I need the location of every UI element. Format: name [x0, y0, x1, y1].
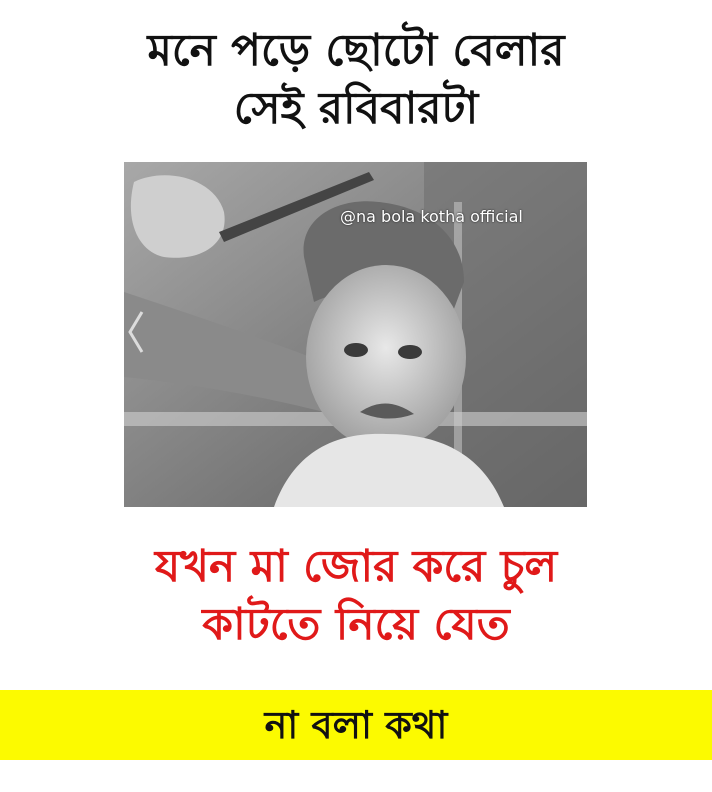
- page-name-label: না বলা কথা: [264, 703, 448, 747]
- watermark-text: @na bola kotha official: [340, 207, 523, 226]
- heading-line-2: সেই রবিবারটা: [233, 83, 479, 134]
- meme-heading: [0, 22, 712, 138]
- caption-line-2: কাটতে নিয়ে যেত: [202, 599, 510, 650]
- right-eye: [398, 345, 422, 359]
- footer-banner: [0, 690, 712, 760]
- left-eye: [344, 343, 368, 357]
- caption-line-1: যখন মা জোর করে চুল: [154, 541, 558, 592]
- meme-caption: [0, 538, 712, 654]
- child-face: [306, 265, 466, 449]
- heading-line-1: মনে পড়ে ছোটো বেলার: [147, 25, 565, 76]
